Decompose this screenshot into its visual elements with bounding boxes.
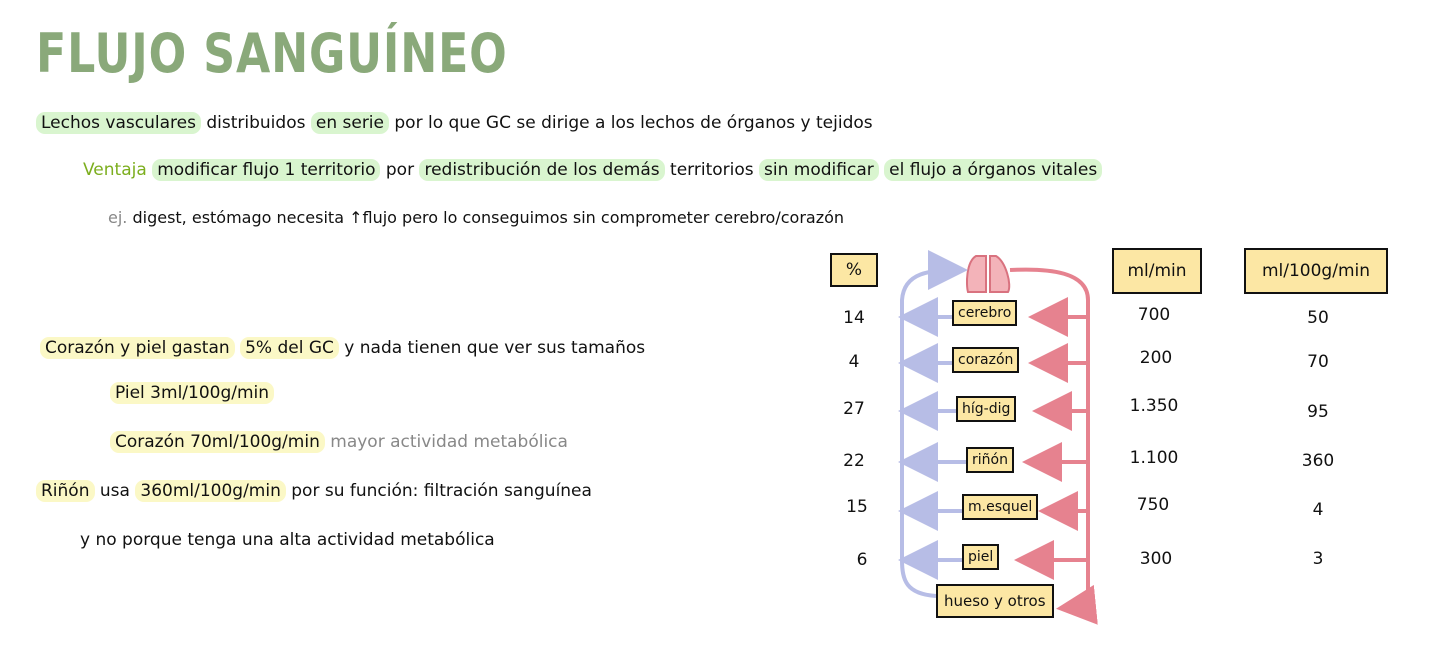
organ-box-musculo: m.esquel <box>962 494 1038 520</box>
pct-corazon: 4 <box>848 352 860 372</box>
text-no-porque: y no porque tenga una alta actividad metabólica <box>80 530 495 550</box>
header-ml100g: ml/100g/min <box>1244 248 1388 294</box>
mlmin-corazon: 200 <box>1139 348 1173 368</box>
lungs-icon <box>967 256 1009 292</box>
text-redistribucion: redistribución de los demás <box>419 159 664 181</box>
text-filtracion: por su función: filtración sanguínea <box>291 481 592 501</box>
header-pct: % <box>830 253 878 287</box>
mlmin-cerebro: 700 <box>1137 305 1171 325</box>
text-tamanos: y nada tienen que ver sus tamaños <box>344 338 646 358</box>
text-corazon-piel: Corazón y piel gastan <box>40 337 235 359</box>
text-por: por <box>385 160 415 180</box>
ml100-corazon: 70 <box>1307 352 1329 372</box>
text-ejemplo: digest, estómago necesita ↑flujo pero lo conseguimos sin comprometer cerebro/corazón <box>132 208 845 227</box>
ml100-piel: 3 <box>1312 549 1324 569</box>
organ-box-hig-dig: híg-dig <box>956 396 1016 422</box>
pct-cerebro: 14 <box>843 308 865 328</box>
text-sin-modificar: sin modificar <box>759 159 879 181</box>
organ-box-cerebro: cerebro <box>952 300 1017 326</box>
text-corazon-flujo: Corazón 70ml/100g/min <box>110 431 325 453</box>
term-ventaja: Ventaja <box>83 160 147 180</box>
text-territorios: territorios <box>670 160 754 180</box>
text-actividad-metabolica: mayor actividad metabólica <box>330 432 568 452</box>
header-mlmin: ml/min <box>1112 248 1202 294</box>
text-organos-vitales: el flujo a órganos vitales <box>884 159 1102 181</box>
text-modificar-flujo: modificar flujo 1 territorio <box>152 159 380 181</box>
text-5-gc: 5% del GC <box>240 337 339 359</box>
ml100-rinon: 360 <box>1301 451 1335 471</box>
text-distribuidas: distribuidos <box>206 113 306 133</box>
organ-box-corazon: corazón <box>952 347 1019 373</box>
pct-piel: 6 <box>856 550 868 570</box>
mlmin-hig-dig: 1.350 <box>1129 396 1179 416</box>
mlmin-piel: 300 <box>1139 549 1173 569</box>
text-rinon: Riñón <box>36 480 95 502</box>
text-gc-dirige: por lo que GC se dirige a los lechos de órganos y tejidos <box>394 113 873 133</box>
ml100-cerebro: 50 <box>1307 308 1329 328</box>
text-rinon-flujo: 360ml/100g/min <box>135 480 285 502</box>
text-ej: ej. <box>108 208 128 227</box>
mlmin-rinon: 1.100 <box>1129 448 1179 468</box>
pct-musculo: 15 <box>846 497 868 517</box>
organ-box-rinon: riñón <box>966 447 1014 473</box>
term-lechos-vasculares: Lechos vasculares <box>36 112 201 134</box>
ml100-musculo: 4 <box>1312 500 1324 520</box>
ml100-hig-dig: 95 <box>1307 402 1329 422</box>
text-usa: usa <box>99 481 130 501</box>
organ-box-hueso-otros: hueso y otros <box>936 584 1054 618</box>
text-piel-flujo: Piel 3ml/100g/min <box>110 382 274 404</box>
organ-box-piel: piel <box>962 544 999 570</box>
artery-line <box>1010 270 1088 608</box>
mlmin-musculo: 750 <box>1136 495 1170 515</box>
term-en-serie: en serie <box>311 112 389 134</box>
page-title: FLUJO SANGUÍNEO <box>36 22 508 85</box>
pct-rinon: 22 <box>843 451 865 471</box>
pct-hig-dig: 27 <box>843 399 865 419</box>
